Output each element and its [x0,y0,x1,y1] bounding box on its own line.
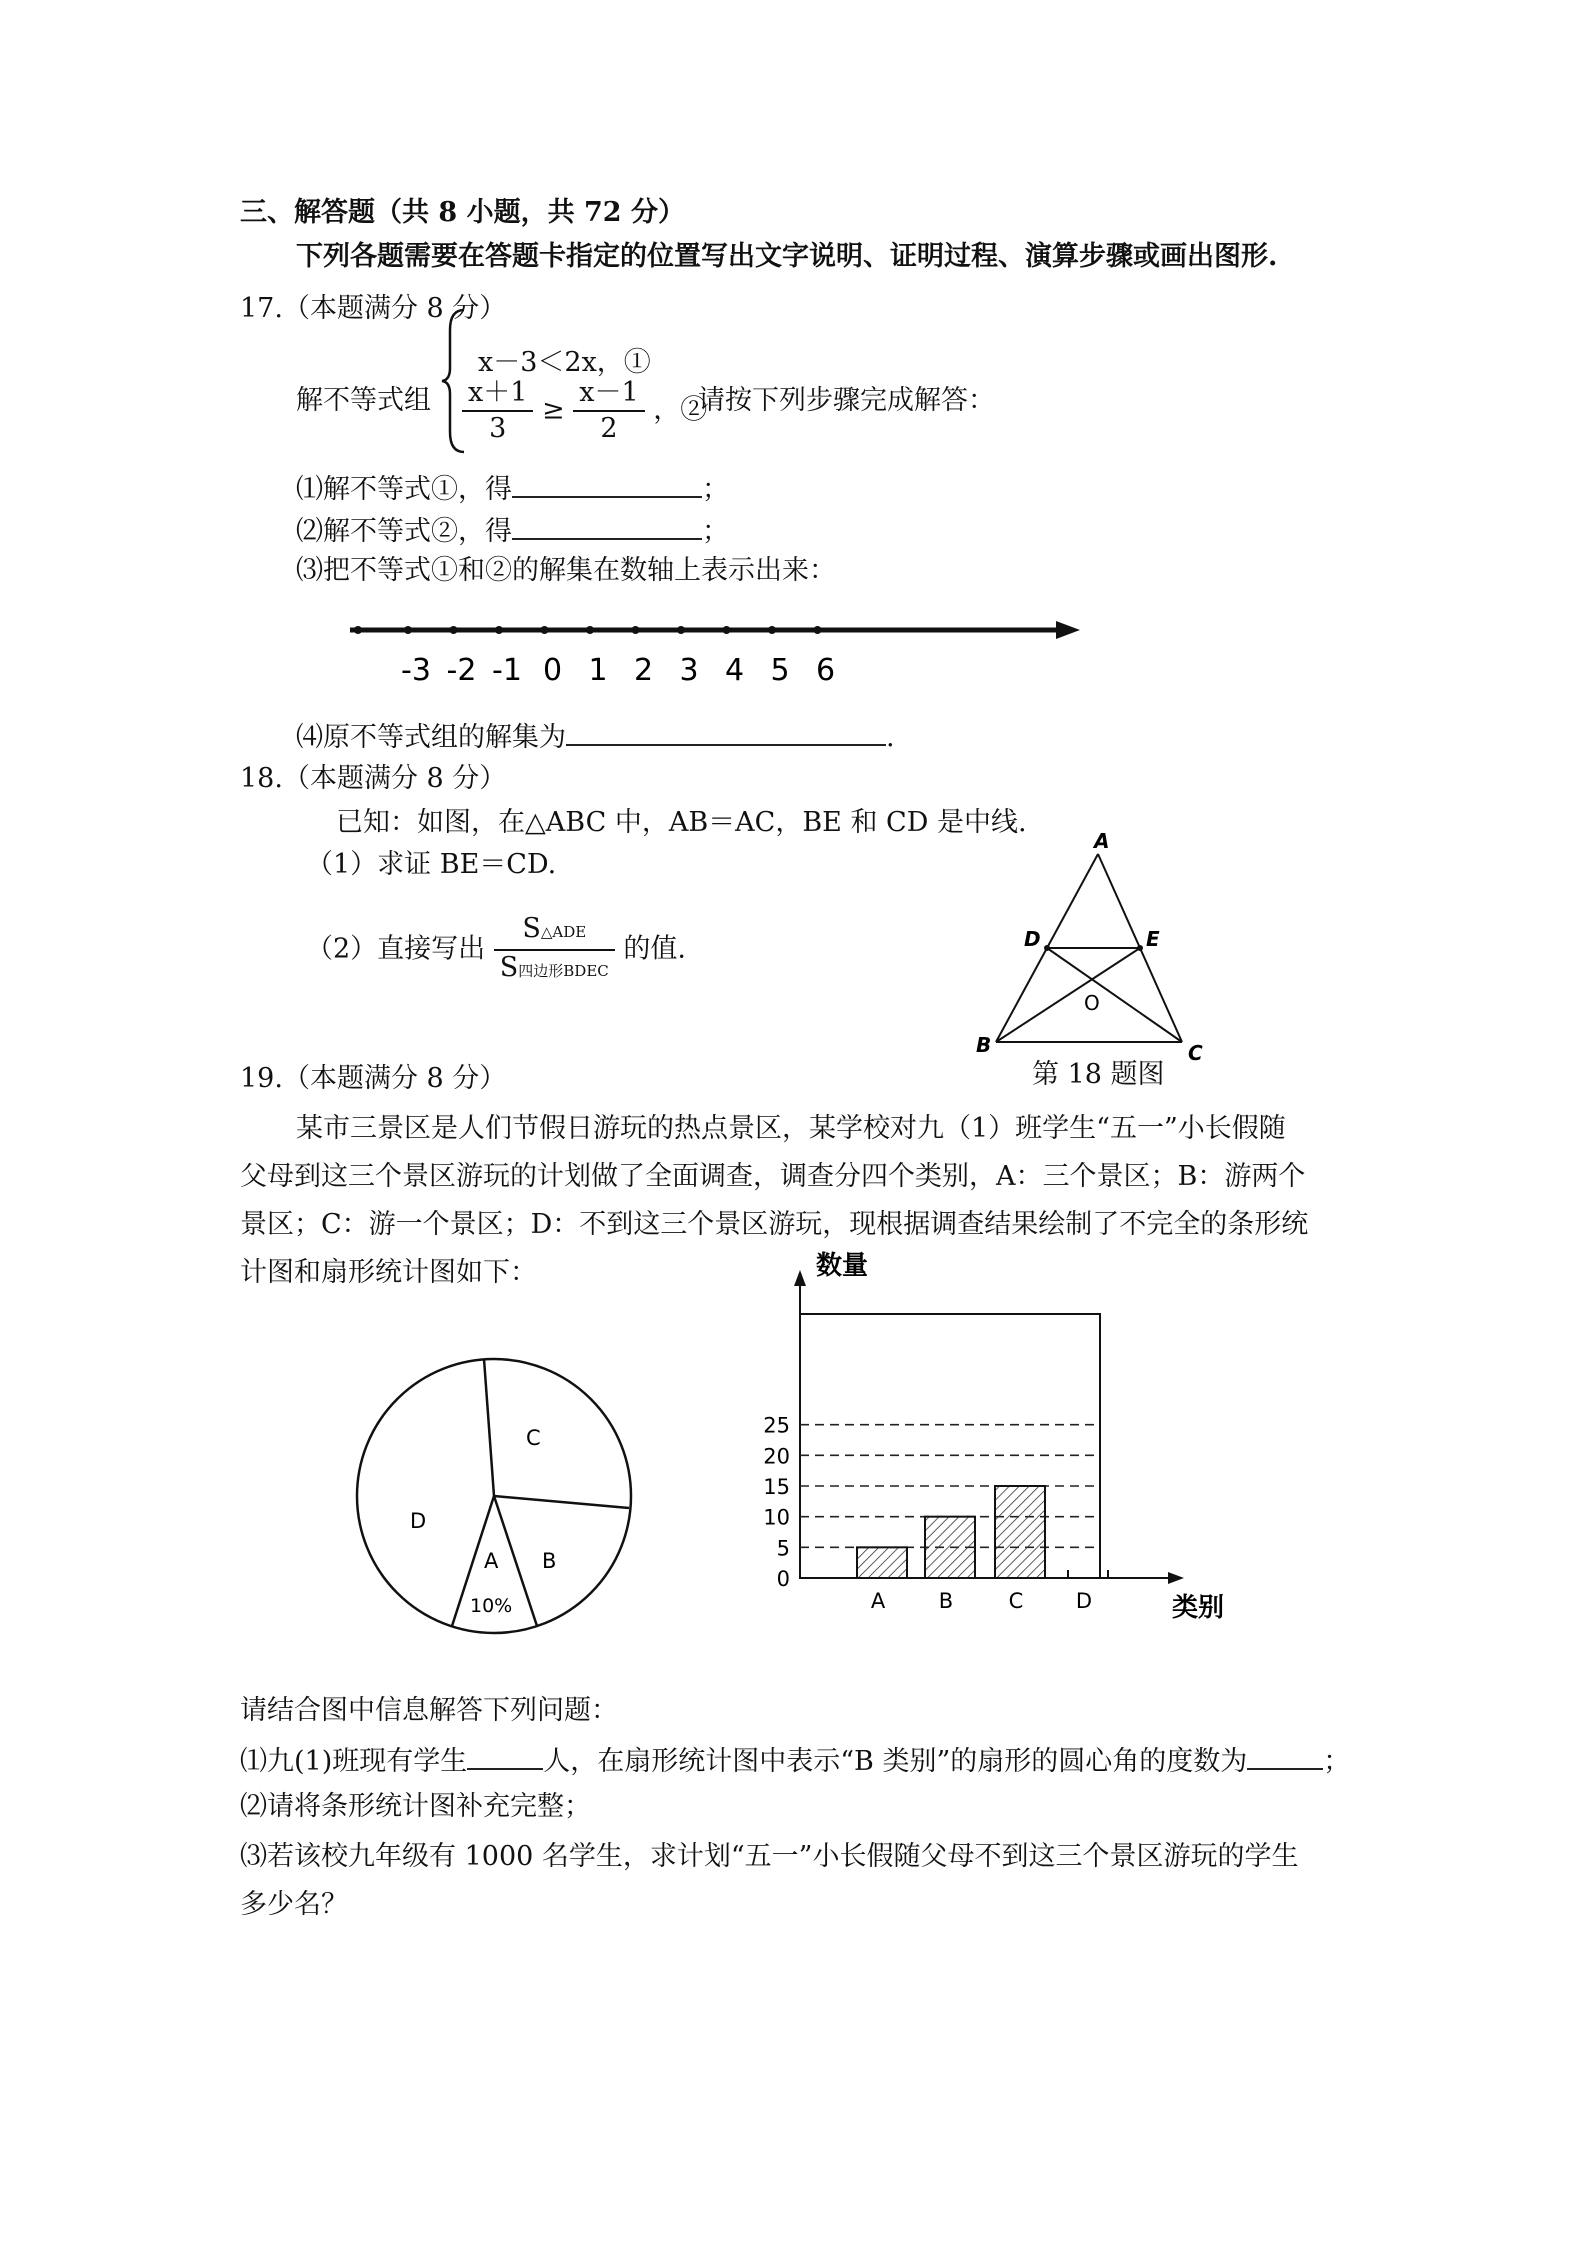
sub1-c: ； [1323,1746,1351,1777]
q18-part2 [306,912,686,988]
number-line-point [586,626,594,634]
bar-xtick-label: D [1075,1589,1093,1613]
number-line-tick-label: 0 [542,653,563,688]
den-s: S [499,952,519,983]
bar-xtick-label: A [870,1589,886,1613]
pie-divider-cd [484,1359,494,1496]
area-ratio-num [494,912,615,951]
q19-para-line4: 计图和扇形统计图如下： [240,1257,537,1288]
pie-chart [340,1340,640,1650]
step4-prefix: ⑷原不等式组的解集为 [296,722,566,753]
q17-step3: ⑶把不等式①和②的解集在数轴上表示出来： [296,555,836,586]
bar-ylabel: 数量 [816,1251,869,1281]
q19-header: 19.（本题满分 8 分） [240,1063,507,1094]
section-title: 三、解答题（共 8 小题，共 72 分） [240,197,685,228]
part2-prefix: （2）直接写出 [306,933,486,965]
bar-ytick-label: 5 [776,1536,790,1561]
label-d: D [1024,927,1041,951]
number-line-tick-label: 1 [588,653,608,688]
q17-step2 [296,512,729,549]
frac-left-den: 3 [489,413,507,444]
bar-xtick-label: C [1008,1589,1024,1613]
frac-left-num: x＋1 [462,376,533,412]
number-line-tick-label: 4 [724,653,745,688]
q17-inequality-1: x－3＜2x，① [478,347,651,378]
step2-prefix: ⑵解不等式②，得 [296,516,512,547]
num-sub: △ADE [540,923,587,941]
number-line-tick-label: 3 [679,653,699,688]
inequality-tail: ，② [653,394,708,426]
pie-slice-b-label: B [542,1549,557,1573]
step2-suffix: ； [702,516,729,547]
q17-trail: 请按下列步骤完成解答： [698,385,995,416]
q17-header: 17.（本题满分 8 分） [240,293,507,324]
q17-step4 [296,718,895,755]
frac-right [573,376,644,446]
den-sub: 四边形BDEC [518,962,609,980]
q19-sub2: ⑵请将条形统计图补充完整； [240,1791,591,1822]
area-ratio [494,912,615,988]
q17-step1 [296,470,729,507]
bar-c [995,1486,1045,1578]
q19-sub1 [240,1742,1350,1779]
step1-blank[interactable] [512,470,702,498]
bar-xlabel: 类别 [1172,1593,1225,1623]
q19-sub3-line1: ⑶若该校九年级有 1000 名学生，求计划“五一”小长假随父母不到这三个景区游玩的学生 [240,1841,1299,1872]
sub1-b: 人，在扇形统计图中表示“B 类别”的扇形的圆心角的度数为 [543,1746,1248,1777]
number-line [340,606,1100,696]
bar-ytick-label: 0 [776,1567,790,1591]
number-line-tick-label: -2 [446,653,477,688]
num-s: S [522,913,541,944]
number-line-tick-label: 6 [815,653,836,688]
bar-b [925,1517,975,1578]
pie-slice-c-label: C [526,1426,541,1450]
number-line-point [495,626,503,634]
number-line-tick-label: 5 [770,653,790,688]
bar-ytick-label: 25 [763,1413,790,1438]
q19-para-line2: 父母到这三个景区游玩的计划做了全面调查，调查分四个类别，A：三个景区；B：游两个 [240,1161,1306,1192]
number-line-point [723,626,731,634]
number-line-point [541,626,549,634]
label-b: B [976,1033,992,1057]
q19-sub3-line2: 多少名？ [240,1889,348,1920]
q17-lead: 解不等式组 [296,385,431,416]
step1-suffix: ； [702,474,729,505]
bar-xtick-label: B [938,1589,954,1613]
bar-ytick-label: 20 [763,1444,790,1469]
step4-suffix: . [886,722,895,753]
bar-ytick-label: 15 [763,1475,790,1500]
area-ratio-den [494,951,615,988]
q19-prompt: 请结合图中信息解答下列问题： [240,1695,618,1726]
pie-divider-cb [494,1496,629,1508]
label-a: A [1094,830,1110,853]
q18-part1: （1）求证 BE＝CD. [306,849,557,880]
inequality-op: ≥ [542,394,565,426]
number-line-point [632,626,640,634]
bar-a [857,1547,907,1578]
step4-blank[interactable] [566,718,886,746]
label-e: E [1146,927,1160,951]
number-line-point [814,626,822,634]
bar-chart [740,1250,1240,1630]
bar-x-arrow [1168,1572,1184,1584]
label-c: C [1188,1041,1203,1062]
q17-inequality-2 [462,376,707,446]
frac-left [462,376,533,446]
bar-ytick-label: 10 [763,1505,790,1530]
figure-caption: 第 18 题图 [1032,1059,1165,1090]
number-line-point [677,626,685,634]
point-d [1044,945,1050,951]
label-o: O [1084,991,1100,1015]
q19-para-line1: 某市三景区是人们节假日游玩的热点景区，某学校对九（1）班学生“五一”小长假随 [296,1113,1286,1144]
number-line-point [768,626,776,634]
step2-blank[interactable] [512,512,702,540]
point-e [1137,945,1143,951]
pie-slice-a-label: A [484,1549,499,1573]
number-line-tick-label: -3 [401,653,431,688]
sub1-a: ⑴九(1)班现有学生 [240,1746,468,1777]
triangle-figure [960,830,1220,1062]
q18-given: 已知：如图，在△ABC 中，AB＝AC，BE 和 CD 是中线. [336,807,1027,838]
frac-right-num: x－1 [573,376,644,412]
section-instruction: 下列各题需要在答题卡指定的位置写出文字说明、证明过程、演算步骤或画出图形. [296,241,1278,272]
q18-header: 18.（本题满分 8 分） [240,763,507,794]
number-line-point-extra [354,626,362,634]
q19-para-line3: 景区；C：游一个景区；D：不到这三个景区游玩，现根据调查结果绘制了不完全的条形统 [240,1209,1309,1240]
pie-slice-a-percent: 10% [470,1595,513,1617]
number-line-arrow [1056,621,1080,639]
number-line-tick-label: -1 [492,653,522,688]
part2-suffix: 的值. [623,933,686,965]
number-line-point [404,626,412,634]
sub1-blank-angle[interactable] [1247,1742,1323,1770]
number-line-point [450,626,458,634]
step1-prefix: ⑴解不等式①，得 [296,474,512,505]
pie-slice-d-label: D [410,1509,427,1533]
number-line-tick-label: 2 [633,653,654,688]
bar-y-arrow [794,1270,806,1286]
frac-right-den: 2 [600,413,618,444]
sub1-blank-students[interactable] [467,1742,543,1770]
